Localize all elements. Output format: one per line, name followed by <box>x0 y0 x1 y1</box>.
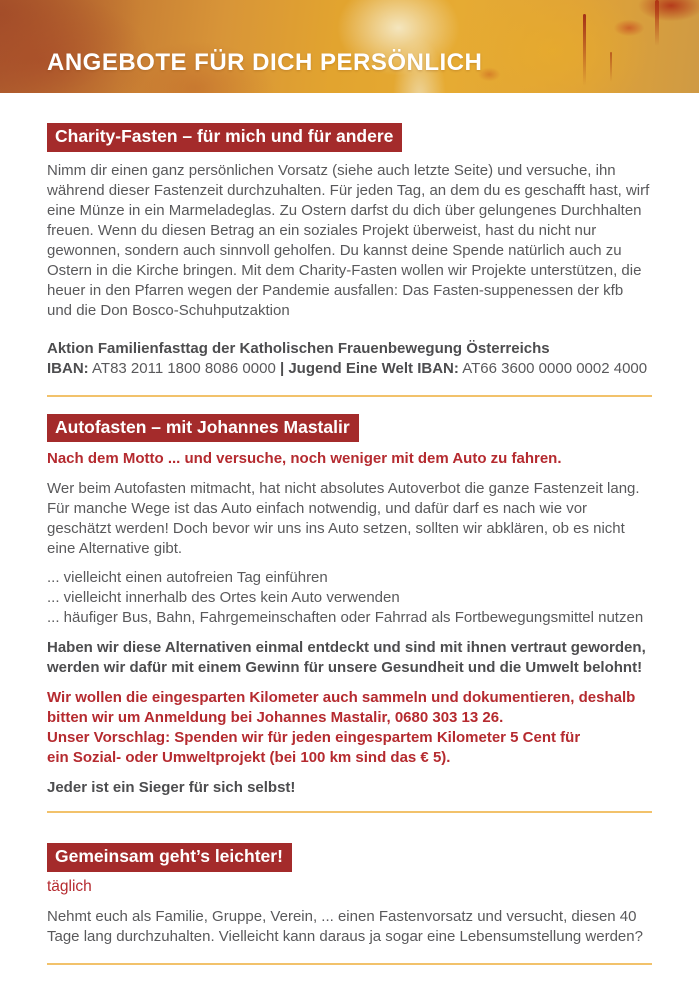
section-title-autofasten: Autofasten – mit Johannes Mastalir <box>47 414 359 443</box>
paint-drip-decoration <box>610 52 612 82</box>
iban-value: AT83 2011 1800 8086 0000 <box>88 359 280 377</box>
section-charity-fasten <box>47 93 652 379</box>
section-autofasten <box>47 397 652 799</box>
paint-drip-decoration <box>583 14 586 86</box>
autofasten-registration-block <box>47 688 652 768</box>
alternative-item: ... häufiger Bus, Bahn, Fahrgemeinschaften oder Fahrrad als Fortbewegungsmittel nutzen <box>47 609 644 626</box>
jugend-eine-welt-iban-label: | Jugend Eine Welt IBAN: <box>279 359 459 377</box>
charity-bank-details <box>47 339 652 379</box>
aktion-familienfasttag-line: Aktion Familienfasttag der Katholischen Frauenbewegung Österreichs <box>47 339 550 357</box>
section-gemeinsam <box>47 813 652 947</box>
iban-line <box>47 359 652 379</box>
page-title: ANGEBOTE FÜR DICH PERSÖNLICH <box>47 49 483 76</box>
registration-text: Wir wollen die eingesparten Kilometer auch sammeln und dokumentieren, deshalb bitten wir um Anmeldung bei Johannes Mastalir, 0680 303 13 26. <box>47 689 636 726</box>
content <box>0 93 699 965</box>
page-header-banner <box>0 0 699 93</box>
gemeinsam-subtitle: täglich <box>47 877 92 895</box>
proposal-line-1: Unser Vorschlag: Spenden wir für jeden eingespartem Kilometer 5 Cent für <box>47 729 581 746</box>
alternative-item: ... vielleicht innerhalb des Ortes kein Auto verwenden <box>47 589 400 606</box>
paint-drip-decoration <box>655 0 659 46</box>
section-title-charity-fasten: Charity-Fasten – für mich und für andere <box>47 123 402 152</box>
alternative-item: ... vielleicht einen autofreien Tag einführen <box>47 569 328 586</box>
jugend-eine-welt-iban-value: AT66 3600 0000 0002 4000 <box>458 359 648 377</box>
section-separator <box>47 963 652 965</box>
charity-body-paragraph: Nimm dir einen ganz persönlichen Vorsatz (siehe auch letzte Seite) und versuche, ihn während dieser Fastenzeit durchzuhalten. Für jeden Tag, an dem du es geschafft hast, wirf eine Münze in ein Marmeladeglas. Zu Ostern darfst du dich über gelungenes Durchhalten freuen. Wenn du diesen Betrag an ein soziales Projekt überweist, hast du nicht nur gewonnen, sondern auch sinnvoll geholfen. Du kannst deine Spende natürlich auch zu Ostern in die Kirche bringen. Mit dem Charity-Fasten wollen wir Projekte unterstützen, die heuer in den Pfarren wegen der Pandemie ausfallen: Das Fasten-suppenessen der kfb und die Don Bosco-Schuhputzaktion <box>47 161 650 319</box>
autofasten-motto: Nach dem Motto ... und versuche, noch weniger mit dem Auto zu fahren. <box>47 450 562 467</box>
gemeinsam-body-paragraph: Nehmt euch als Familie, Gruppe, Verein, ... einen Fastenvorsatz und versucht, diesen 40 Tage lang durchzuhalten. Vielleicht kann daraus ja sogar eine Lebensumstellung werden? <box>47 907 643 945</box>
autofasten-benefit-paragraph: Haben wir diese Alternativen einmal entdeckt und sind mit ihnen vertraut geworden, werden wir dafür mit einem Gewinn für unsere Gesundheit und die Umwelt belohnt! <box>47 639 646 676</box>
autofasten-body-paragraph: Wer beim Autofasten mitmacht, hat nicht absolutes Autoverbot die ganze Fastenzeit lang. Für manche Wege ist das Auto einfach notwendig, und dafür darf es nach wie vor geschätzt werden! Doch bevor wir uns ins Auto setzen, sollten wir abklären, ob es nicht eine Alternative gibt. <box>47 480 640 557</box>
iban-label: IBAN: <box>47 359 89 377</box>
proposal-line-2: ein Sozial- oder Umweltprojekt (bei 100 km sind das € 5). <box>47 749 451 766</box>
section-title-gemeinsam: Gemeinsam geht’s leichter! <box>47 843 292 872</box>
autofasten-winner-line: Jeder ist ein Sieger für sich selbst! <box>47 779 296 796</box>
autofasten-alternatives-list <box>47 568 652 628</box>
